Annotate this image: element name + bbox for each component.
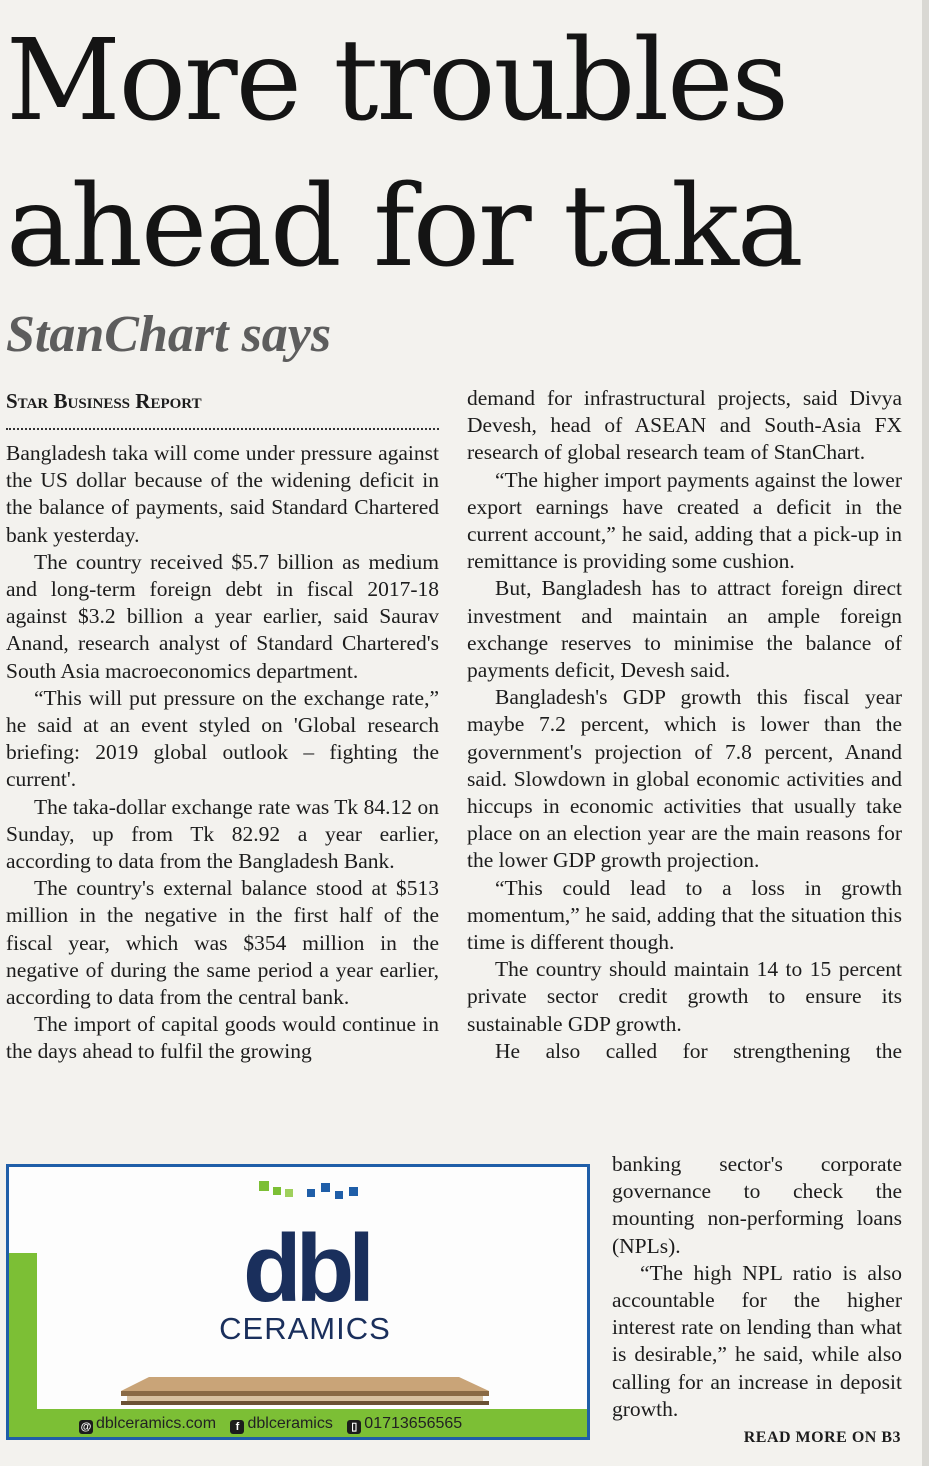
ad-facebook[interactable]: f dblceramics: [230, 1415, 332, 1432]
tile-layer: [127, 1396, 483, 1401]
subhead: StanChart says: [6, 306, 332, 363]
paragraph: The country received $5.7 billion as medium and long-term foreign debt in fiscal 2017-18 against $3.2 billion a year earlier, said Saurav Anand, research analyst of Standard Chartered's South Asia macroeconomics department.: [6, 549, 439, 683]
read-more-link[interactable]: READ MORE ON B3: [743, 1429, 901, 1446]
paragraph: Bangladesh's GDP growth this fiscal year maybe 7.2 percent, which is lower than the government's projection of 7.8 percent, Anand said. Slowdown in global economic activities and hiccups in economic activities that usually take place on an election year are the main reasons for the lower GDP growth projection.: [467, 685, 902, 873]
article-column-3: [612, 1151, 902, 1423]
byline-divider: [6, 428, 439, 430]
phone-icon: ▯: [347, 1420, 361, 1434]
tile-top: [121, 1377, 489, 1391]
paragraph: The import of capital goods would continue in the days ahead to fulfil the growing: [6, 1012, 439, 1064]
web-icon: @: [80, 1421, 92, 1433]
paragraph: “The higher import payments against the lower export earnings have created a deficit in the current account,” he said, adding that a pick-up in remittance is providing some cushion.: [467, 467, 902, 574]
page-edge: [922, 0, 929, 1466]
ad-phone[interactable]: ▯ 01713656565: [347, 1415, 462, 1432]
facebook-icon: f: [230, 1420, 244, 1434]
byline: Star Business Report: [6, 389, 202, 413]
ad-website[interactable]: @ dblceramics.com: [80, 1415, 217, 1433]
paragraph: “This will put pressure on the exchange rate,” he said at an event styled on 'Global research briefing: 2019 global outlook – fighting the current'.: [6, 685, 439, 792]
paragraph: banking sector's corporate governance to check the mounting non-performing loans (NPLs).: [612, 1152, 902, 1258]
paragraph: He also called for strengthening the: [495, 1038, 902, 1063]
paragraph: Bangladesh taka will come under pressure against the US dollar because of the widening deficit in the balance of payments, said Standard Chartered bank yesterday.: [6, 441, 439, 547]
article-column-2: [467, 385, 902, 1065]
paragraph: But, Bangladesh has to attract foreign direct investment and maintain an ample foreign exchange reserves to minimise the balance of payments deficit, Devesh said.: [467, 576, 902, 683]
ad-contact-info: [79, 1415, 539, 1434]
paragraph: The country should maintain 14 to 15 percent private sector credit growth to ensure its sustainable GDP growth.: [467, 957, 902, 1036]
ad-brand-logo: dbl: [243, 1215, 369, 1322]
tile-edge: [121, 1391, 489, 1396]
paragraph: “The high NPL ratio is also accountable for the higher interest rate on lending than what is desirable,” he said, while also calling for an increase in deposit growth.: [612, 1260, 902, 1421]
headline: More troubles ahead for taka: [6, 16, 802, 292]
advertisement[interactable]: [6, 1164, 590, 1440]
ad-brand-sub: CERAMICS: [219, 1311, 391, 1346]
paragraph: The country's external balance stood at $513 million in the negative in the first half of the fiscal year, which was $354 million in the negative of during the same period a year earlier, according to data from the central bank.: [6, 876, 439, 1010]
paragraph: The taka-dollar exchange rate was Tk 84.12 on Sunday, up from Tk 82.92 a year earlier, according to data from the Bangladesh Bank.: [6, 794, 439, 874]
paragraph: “This could lead to a loss in growth momentum,” he said, adding that the situation this time is different though.: [467, 875, 902, 955]
tile-edge: [121, 1401, 489, 1405]
article-column-1: [6, 440, 439, 1066]
paragraph: demand for infrastructural projects, said Divya Devesh, head of ASEAN and South-Asia FX research of global research team of StanChart.: [467, 386, 902, 465]
